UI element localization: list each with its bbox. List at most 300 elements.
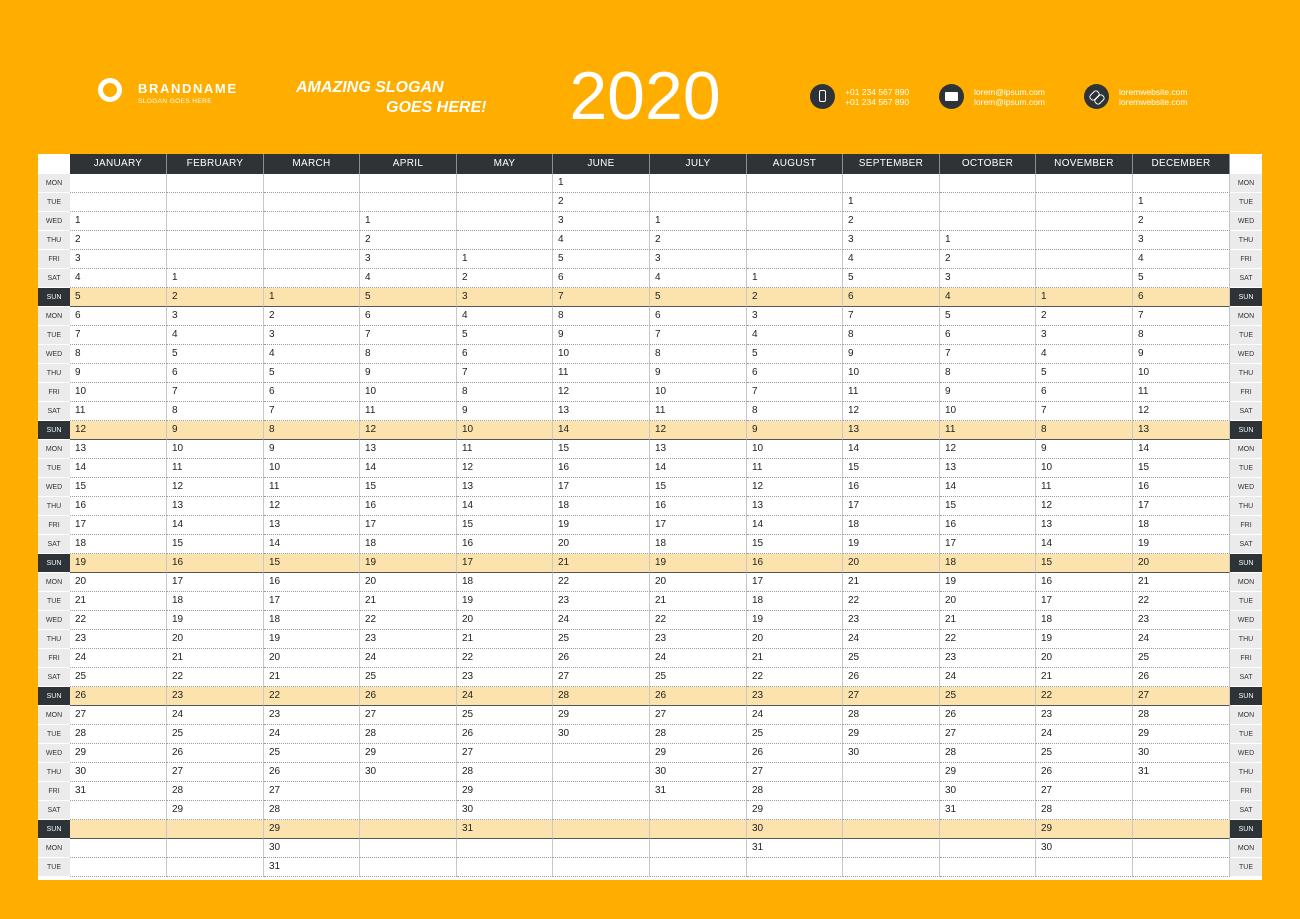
day-cell	[264, 174, 360, 193]
day-cell: 29	[1036, 820, 1133, 839]
day-cell	[1133, 839, 1230, 858]
day-cell: 5	[1133, 269, 1230, 288]
email-line-1: lorem@ipsum.com	[974, 87, 1045, 97]
day-cell: 1	[1036, 288, 1133, 307]
day-cell	[843, 801, 940, 820]
day-cell: 20	[650, 573, 747, 592]
day-cell: 28	[70, 725, 167, 744]
day-cell: 20	[1133, 554, 1230, 573]
day-cell: 2	[360, 231, 457, 250]
day-cell: 11	[167, 459, 264, 478]
day-cell: 4	[167, 326, 264, 345]
day-cell: 29	[457, 782, 553, 801]
day-cell	[553, 763, 650, 782]
day-cell: 22	[650, 611, 747, 630]
day-cell: 24	[70, 649, 167, 668]
day-cell: 1	[940, 231, 1036, 250]
day-cell: 6	[747, 364, 843, 383]
day-cell: 10	[457, 421, 553, 440]
week-row	[38, 174, 1262, 193]
weekday-label-right: THU	[1230, 231, 1262, 250]
day-cell: 17	[650, 516, 747, 535]
day-cell: 5	[553, 250, 650, 269]
day-cell: 9	[747, 421, 843, 440]
day-cell: 4	[1133, 250, 1230, 269]
day-cell: 29	[1133, 725, 1230, 744]
weekday-label-right: THU	[1230, 364, 1262, 383]
day-cell: 30	[70, 763, 167, 782]
day-cell: 25	[940, 687, 1036, 706]
day-cell: 15	[650, 478, 747, 497]
day-cell: 19	[457, 592, 553, 611]
day-cell: 16	[167, 554, 264, 573]
weekday-label-left: WED	[38, 212, 70, 231]
day-cell	[553, 858, 650, 877]
day-cell: 11	[553, 364, 650, 383]
day-cell: 13	[70, 440, 167, 459]
day-cell: 13	[747, 497, 843, 516]
day-cell	[1133, 820, 1230, 839]
day-cell: 18	[1133, 516, 1230, 535]
day-cell: 14	[747, 516, 843, 535]
day-cell: 14	[264, 535, 360, 554]
day-cell: 19	[843, 535, 940, 554]
day-cell	[553, 839, 650, 858]
day-cell	[70, 193, 167, 212]
week-row	[38, 345, 1262, 364]
day-cell	[843, 820, 940, 839]
day-cell: 3	[553, 212, 650, 231]
weekday-label-left: FRI	[38, 250, 70, 269]
brand-name: BRANDNAME	[138, 81, 238, 96]
weekday-label-left: THU	[38, 231, 70, 250]
weekday-label-right: FRI	[1230, 383, 1262, 402]
slogan	[296, 78, 488, 118]
day-cell	[650, 174, 747, 193]
website-line-2: loremwebsite.com	[1119, 97, 1188, 107]
week-row	[38, 554, 1262, 573]
day-cell: 2	[457, 269, 553, 288]
day-cell: 22	[264, 687, 360, 706]
weekday-label-left: SAT	[38, 668, 70, 687]
day-cell: 16	[747, 554, 843, 573]
day-cell: 3	[1036, 326, 1133, 345]
day-cell: 13	[1133, 421, 1230, 440]
day-cell: 19	[360, 554, 457, 573]
week-row	[38, 706, 1262, 725]
week-row	[38, 307, 1262, 326]
day-cell: 19	[650, 554, 747, 573]
day-cell	[553, 820, 650, 839]
day-cell: 7	[360, 326, 457, 345]
day-cell: 21	[1133, 573, 1230, 592]
week-row	[38, 478, 1262, 497]
weekday-label-left: WED	[38, 744, 70, 763]
day-cell: 26	[747, 744, 843, 763]
slogan-line-1: AMAZING SLOGAN	[296, 79, 444, 96]
day-cell: 28	[940, 744, 1036, 763]
day-cell: 7	[264, 402, 360, 421]
day-cell	[553, 801, 650, 820]
phone-icon	[810, 84, 835, 109]
day-cell: 10	[940, 402, 1036, 421]
day-cell: 5	[1036, 364, 1133, 383]
day-cell: 23	[70, 630, 167, 649]
day-cell: 15	[1036, 554, 1133, 573]
day-cell: 26	[1036, 763, 1133, 782]
day-cell: 26	[650, 687, 747, 706]
day-cell: 18	[553, 497, 650, 516]
day-cell: 5	[940, 307, 1036, 326]
weekday-label-right: WED	[1230, 478, 1262, 497]
day-cell: 25	[650, 668, 747, 687]
weekday-label-left: MON	[38, 440, 70, 459]
day-cell: 24	[167, 706, 264, 725]
weekday-label-left: SAT	[38, 402, 70, 421]
weekday-label-right: SAT	[1230, 269, 1262, 288]
day-cell: 10	[843, 364, 940, 383]
day-cell	[264, 212, 360, 231]
year-planner-grid	[38, 154, 1262, 880]
day-cell: 15	[360, 478, 457, 497]
day-cell: 18	[1036, 611, 1133, 630]
weekday-label-left: FRI	[38, 383, 70, 402]
day-cell: 7	[70, 326, 167, 345]
day-cell	[1133, 782, 1230, 801]
weekday-label-right: TUE	[1230, 459, 1262, 478]
day-cell: 29	[940, 763, 1036, 782]
day-cell: 23	[843, 611, 940, 630]
week-row	[38, 535, 1262, 554]
day-cell	[457, 839, 553, 858]
weekday-label-left: MON	[38, 839, 70, 858]
calendar-header	[0, 0, 1300, 150]
day-cell: 21	[1036, 668, 1133, 687]
week-row	[38, 250, 1262, 269]
weekday-label-right: MON	[1230, 839, 1262, 858]
day-cell: 24	[264, 725, 360, 744]
day-cell: 21	[457, 630, 553, 649]
day-cell: 13	[457, 478, 553, 497]
year-title: 2020	[569, 58, 721, 134]
weekday-label-left: MON	[38, 706, 70, 725]
day-cell: 6	[167, 364, 264, 383]
day-cell: 12	[747, 478, 843, 497]
day-cell	[167, 193, 264, 212]
day-cell: 13	[940, 459, 1036, 478]
day-cell: 12	[843, 402, 940, 421]
weekday-label-left: THU	[38, 364, 70, 383]
weekday-label-right: WED	[1230, 345, 1262, 364]
weekday-label-right: MON	[1230, 174, 1262, 193]
day-cell: 28	[1133, 706, 1230, 725]
day-cell: 3	[650, 250, 747, 269]
week-row	[38, 269, 1262, 288]
day-cell: 21	[264, 668, 360, 687]
day-cell: 8	[167, 402, 264, 421]
day-cell: 29	[70, 744, 167, 763]
day-cell: 28	[264, 801, 360, 820]
day-cell: 1	[457, 250, 553, 269]
day-cell: 24	[553, 611, 650, 630]
day-cell: 14	[167, 516, 264, 535]
day-cell: 12	[457, 459, 553, 478]
weekday-label-left: SUN	[38, 554, 70, 573]
day-cell: 22	[70, 611, 167, 630]
day-cell: 15	[940, 497, 1036, 516]
week-row	[38, 497, 1262, 516]
week-row	[38, 288, 1262, 307]
day-cell: 11	[1133, 383, 1230, 402]
day-cell	[650, 858, 747, 877]
day-cell: 27	[360, 706, 457, 725]
day-cell: 9	[940, 383, 1036, 402]
day-cell: 31	[457, 820, 553, 839]
day-cell: 27	[1133, 687, 1230, 706]
day-cell	[167, 820, 264, 839]
day-cell: 28	[167, 782, 264, 801]
weekday-label-right: SAT	[1230, 801, 1262, 820]
day-cell: 9	[70, 364, 167, 383]
day-cell: 24	[843, 630, 940, 649]
weekday-label-right: MON	[1230, 706, 1262, 725]
day-cell	[747, 231, 843, 250]
day-cell	[167, 250, 264, 269]
day-cell: 8	[360, 345, 457, 364]
day-cell: 17	[360, 516, 457, 535]
day-cell: 3	[843, 231, 940, 250]
day-cell: 30	[940, 782, 1036, 801]
day-cell: 17	[457, 554, 553, 573]
day-cell: 6	[457, 345, 553, 364]
day-cell: 10	[264, 459, 360, 478]
day-cell: 4	[360, 269, 457, 288]
weekday-label-left: SAT	[38, 801, 70, 820]
day-cell: 1	[1133, 193, 1230, 212]
day-cell	[264, 269, 360, 288]
day-cell: 11	[457, 440, 553, 459]
day-cell	[167, 839, 264, 858]
day-cell	[457, 193, 553, 212]
day-cell: 18	[264, 611, 360, 630]
day-cell: 16	[360, 497, 457, 516]
day-cell: 20	[360, 573, 457, 592]
day-cell: 27	[1036, 782, 1133, 801]
day-cell: 19	[1036, 630, 1133, 649]
day-cell: 13	[843, 421, 940, 440]
day-cell: 12	[1133, 402, 1230, 421]
day-cell: 2	[747, 288, 843, 307]
day-cell: 17	[553, 478, 650, 497]
month-header-january: JANUARY	[70, 154, 167, 174]
day-cell: 8	[650, 345, 747, 364]
day-cell	[1133, 801, 1230, 820]
day-cell: 1	[747, 269, 843, 288]
month-header-april: APRIL	[360, 154, 457, 174]
weekday-label-left: FRI	[38, 782, 70, 801]
day-cell: 24	[940, 668, 1036, 687]
day-cell: 30	[553, 725, 650, 744]
day-cell: 22	[1133, 592, 1230, 611]
day-cell	[650, 839, 747, 858]
day-cell: 12	[940, 440, 1036, 459]
day-cell: 11	[650, 402, 747, 421]
day-cell: 3	[264, 326, 360, 345]
week-row	[38, 459, 1262, 478]
day-cell	[360, 193, 457, 212]
day-cell: 9	[553, 326, 650, 345]
day-cell: 12	[360, 421, 457, 440]
day-cell	[70, 839, 167, 858]
day-cell: 4	[843, 250, 940, 269]
day-cell: 15	[553, 440, 650, 459]
day-cell: 6	[1036, 383, 1133, 402]
day-cell: 20	[843, 554, 940, 573]
day-cell: 22	[360, 611, 457, 630]
day-cell: 31	[1133, 763, 1230, 782]
day-cell	[940, 839, 1036, 858]
mail-icon	[939, 84, 964, 109]
day-cell	[167, 858, 264, 877]
weekday-label-right: FRI	[1230, 782, 1262, 801]
day-cell	[264, 250, 360, 269]
day-cell: 17	[70, 516, 167, 535]
day-cell: 17	[843, 497, 940, 516]
day-cell: 20	[457, 611, 553, 630]
day-cell	[1133, 858, 1230, 877]
month-header-march: MARCH	[264, 154, 360, 174]
day-cell	[360, 858, 457, 877]
day-cell: 19	[70, 554, 167, 573]
day-cell	[843, 858, 940, 877]
day-cell: 20	[167, 630, 264, 649]
day-cell	[747, 193, 843, 212]
day-cell: 10	[167, 440, 264, 459]
week-row	[38, 725, 1262, 744]
weekday-label-right: TUE	[1230, 193, 1262, 212]
day-cell: 25	[360, 668, 457, 687]
day-cell: 30	[264, 839, 360, 858]
day-cell: 4	[940, 288, 1036, 307]
day-cell: 28	[747, 782, 843, 801]
day-cell: 7	[553, 288, 650, 307]
day-cell: 8	[940, 364, 1036, 383]
day-cell: 2	[1036, 307, 1133, 326]
day-cell: 18	[457, 573, 553, 592]
day-cell: 16	[1036, 573, 1133, 592]
day-cell: 20	[70, 573, 167, 592]
month-header-july: JULY	[650, 154, 747, 174]
day-cell: 30	[843, 744, 940, 763]
day-cell: 2	[940, 250, 1036, 269]
weekday-label-right: TUE	[1230, 592, 1262, 611]
day-cell: 3	[360, 250, 457, 269]
day-cell: 25	[167, 725, 264, 744]
day-cell: 27	[167, 763, 264, 782]
day-cell: 21	[747, 649, 843, 668]
day-cell: 27	[553, 668, 650, 687]
weekday-label-right: SUN	[1230, 554, 1262, 573]
day-cell: 16	[650, 497, 747, 516]
day-cell: 15	[70, 478, 167, 497]
day-cell: 12	[553, 383, 650, 402]
week-row	[38, 326, 1262, 345]
weekday-label-left: SAT	[38, 269, 70, 288]
day-cell: 6	[70, 307, 167, 326]
day-cell: 5	[70, 288, 167, 307]
day-cell: 14	[843, 440, 940, 459]
day-cell	[843, 174, 940, 193]
day-cell: 18	[940, 554, 1036, 573]
weekday-label-right: SUN	[1230, 421, 1262, 440]
day-cell: 10	[70, 383, 167, 402]
week-row	[38, 611, 1262, 630]
day-cell: 19	[747, 611, 843, 630]
weekday-label-right: SUN	[1230, 288, 1262, 307]
weekday-label-right: SAT	[1230, 535, 1262, 554]
day-cell: 27	[940, 725, 1036, 744]
day-cell: 4	[650, 269, 747, 288]
day-cell: 6	[553, 269, 650, 288]
day-cell: 18	[167, 592, 264, 611]
day-cell: 14	[360, 459, 457, 478]
day-cell: 22	[167, 668, 264, 687]
day-cell: 12	[70, 421, 167, 440]
weekday-label-left: SUN	[38, 820, 70, 839]
day-cell: 20	[940, 592, 1036, 611]
day-cell	[360, 782, 457, 801]
day-cell	[167, 231, 264, 250]
day-cell	[650, 801, 747, 820]
day-cell: 23	[360, 630, 457, 649]
day-cell: 8	[70, 345, 167, 364]
day-cell: 30	[360, 763, 457, 782]
day-cell	[457, 858, 553, 877]
day-cell: 19	[264, 630, 360, 649]
day-cell: 28	[1036, 801, 1133, 820]
day-cell: 23	[650, 630, 747, 649]
day-cell: 25	[70, 668, 167, 687]
day-cell	[70, 174, 167, 193]
month-header-may: MAY	[457, 154, 553, 174]
day-cell: 28	[553, 687, 650, 706]
day-cell	[650, 193, 747, 212]
weekday-label-left: WED	[38, 611, 70, 630]
day-cell: 10	[747, 440, 843, 459]
day-cell: 29	[264, 820, 360, 839]
day-cell: 30	[1133, 744, 1230, 763]
weekday-label-right: MON	[1230, 573, 1262, 592]
day-cell	[747, 250, 843, 269]
day-cell	[360, 174, 457, 193]
day-cell: 12	[650, 421, 747, 440]
day-cell: 17	[167, 573, 264, 592]
weekday-label-left: MON	[38, 307, 70, 326]
weekday-label-left: TUE	[38, 725, 70, 744]
day-cell: 9	[1133, 345, 1230, 364]
day-cell: 21	[167, 649, 264, 668]
day-cell	[70, 820, 167, 839]
weekday-label-left: MON	[38, 573, 70, 592]
day-cell: 19	[167, 611, 264, 630]
week-row	[38, 231, 1262, 250]
day-cell: 14	[457, 497, 553, 516]
day-cell: 4	[457, 307, 553, 326]
day-cell: 4	[264, 345, 360, 364]
day-cell: 15	[457, 516, 553, 535]
month-header-february: FEBRUARY	[167, 154, 264, 174]
day-cell: 8	[1036, 421, 1133, 440]
